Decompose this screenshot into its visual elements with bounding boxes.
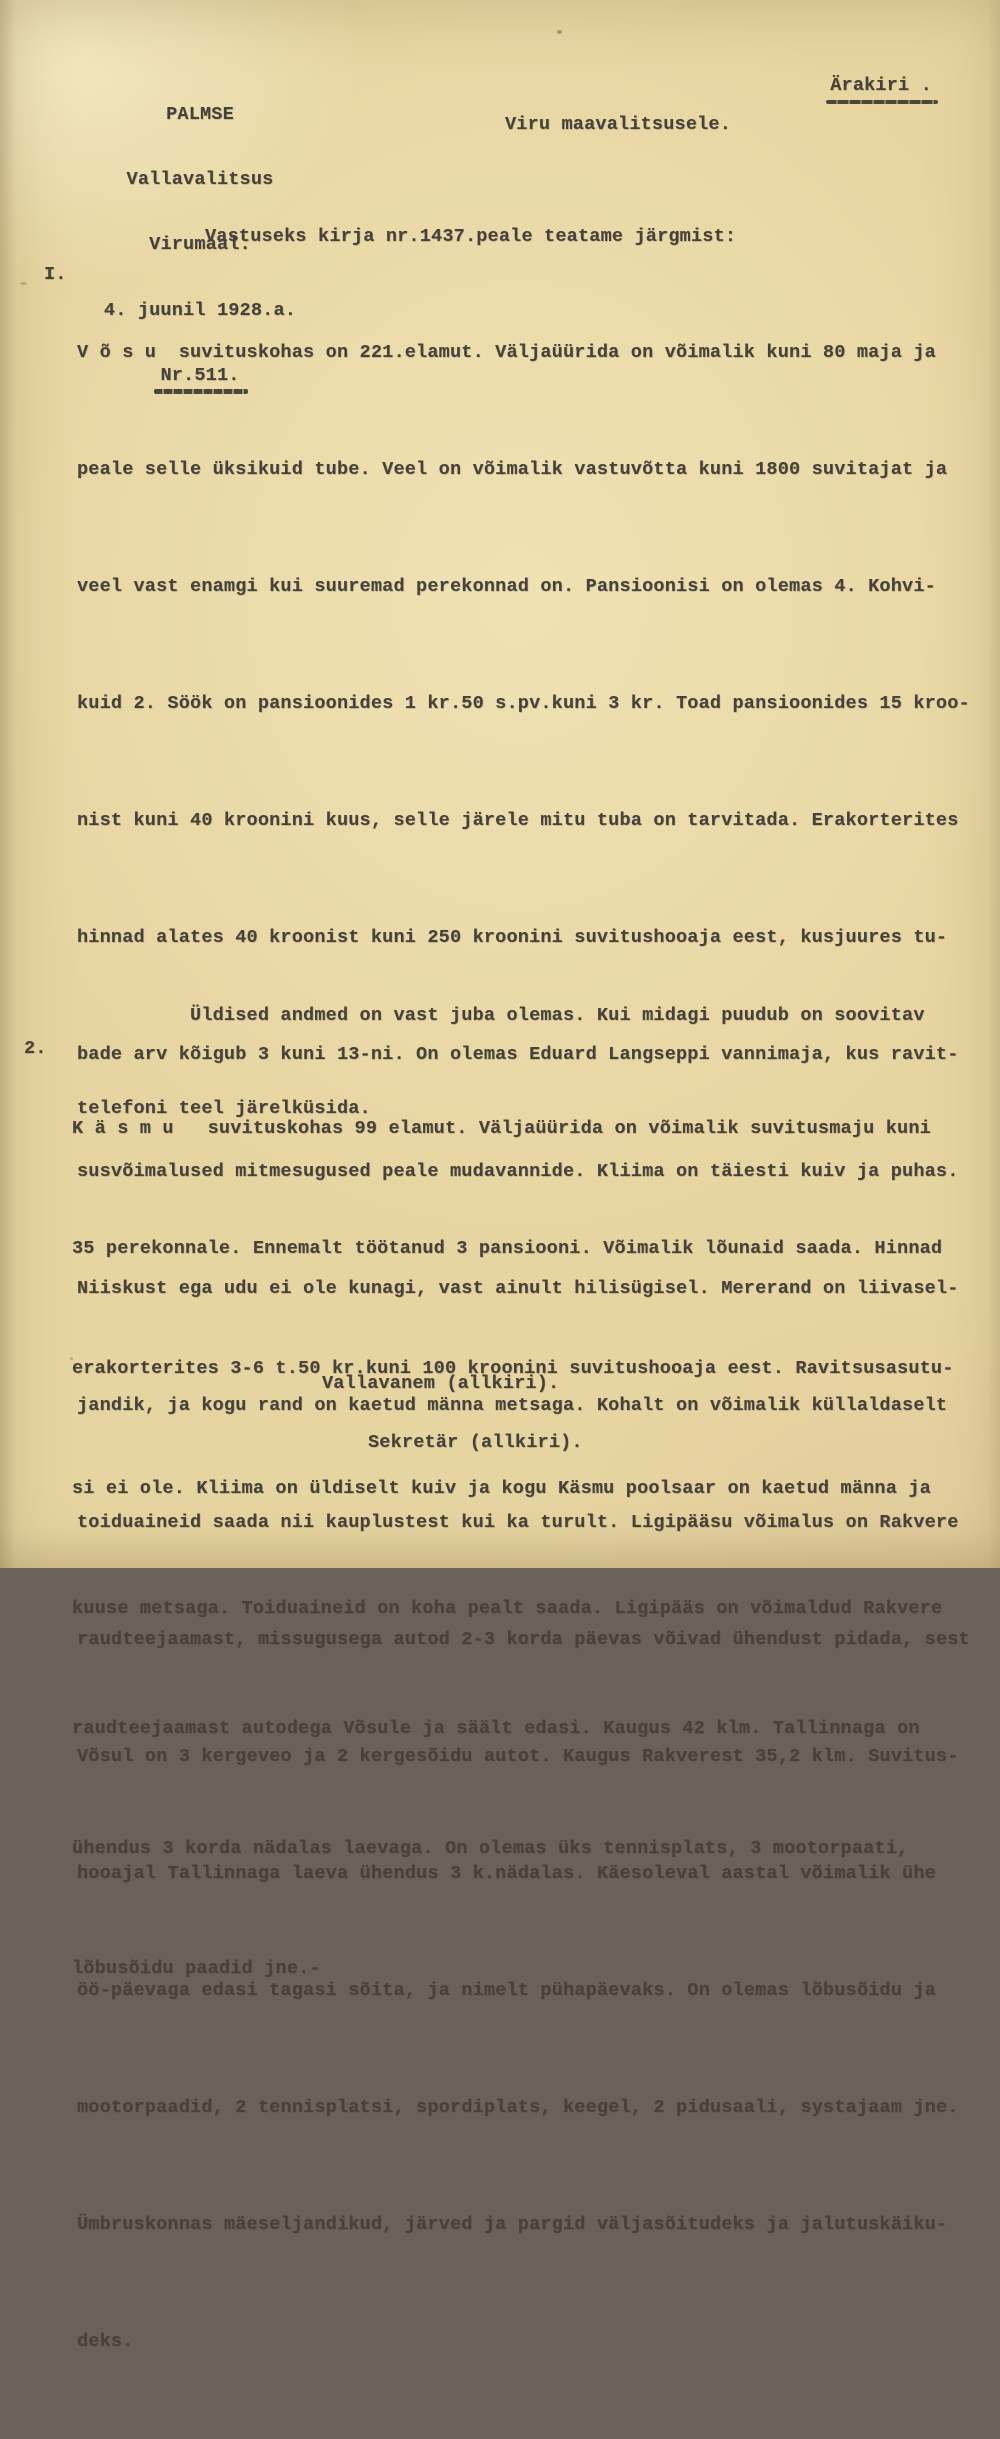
- document-line: erakorterites 3-6 t.50 kr.kuni 100 kroonini suvitushooaja eest. Ravitsusasutu-: [72, 1358, 954, 1379]
- document-line: toiduaineid saada nii kauplustest kui ka turult. Ligipääsu võimalus on Rakvere: [77, 1512, 959, 1533]
- document-line: Ümbruskonnas mäeseljandikud, järved ja pargid väljasõitudeks ja jalutuskäiku-: [77, 2214, 948, 2235]
- document-line: si ei ole. Kliima on üldiselt kuiv ja kogu Käsmu poolsaar on kaetud männa ja: [72, 1478, 931, 1499]
- document-line: susvõimalused mitmesugused peale mudavannide. Kliima on täiesti kuiv ja puhas.: [77, 1161, 959, 1182]
- document-line: 35 perekonnale. Ennemalt töötanud 3 pansiooni. Võimalik lõunaid saada. Hinnad: [72, 1238, 943, 1259]
- copy-label-text: Ärakiri .: [830, 75, 932, 96]
- document-line: lõbusõidu paadid jne.-: [72, 1958, 321, 1979]
- sender-county: Virumaal.: [149, 234, 251, 256]
- signature-mayor: Vallavanem (allkiri).: [322, 1373, 560, 1394]
- paper-speck: [20, 282, 27, 285]
- document-line: bade arv kõigub 3 kuni 13-ni. On olemas Eduard Langseppi vannimaja, kus ravit-: [77, 1044, 959, 1065]
- sender-org-type: Vallavalitsus: [126, 168, 274, 190]
- document-line: Niiskust ega udu ei ole kunagi, vast ainult hilisügisel. Mererand on liivasel-: [77, 1278, 959, 1299]
- document-line: hinnad alates 40 kroonist kuni 250 kroonini suvitushooaja eest, kusjuures tu-: [77, 927, 948, 948]
- document-line: deks.: [77, 2331, 134, 2352]
- document-line: hooajal Tallinnaga laeva ühendus 3 k.nädalas. Käesoleval aastal võimalik ühe: [77, 1863, 936, 1884]
- document-line: öö-päevaga edasi tagasi sõita, ja nimelt pühapäevaks. On olemas lõbusõidu ja: [77, 1980, 936, 2001]
- document-line: telefoni teel järelküsida.: [77, 1098, 371, 1119]
- document-line: mootorpaadid, 2 tennisplatsi, spordiplats, keegel, 2 pidusaali, systajaam jne.: [77, 2097, 959, 2118]
- document-line: nist kuni 40 kroonini kuus, selle järele mitu tuba on tarvitada. Erakorterites: [77, 810, 959, 831]
- signature-secretary: Sekretär (allkiri).: [368, 1432, 583, 1453]
- paper-speck: [557, 30, 562, 34]
- document-line: veel vast enamgi kui suuremad perekonnad on. Pansioonisi on olemas 4. Kohvi-: [77, 576, 936, 597]
- copy-label: [785, 50, 932, 122]
- item-2-marker: 2.: [24, 1038, 47, 1059]
- intro-line: Vastuseks kirja nr.1437.peale teatame järgmist:: [205, 226, 737, 247]
- document-line: raudteejaamast, missugusega autod 2-3 korda päevas võivad ühendust pidada, sest: [77, 1629, 970, 1650]
- document-line: V õ s u suvituskohas on 221.elamut. Väljaüürida on võimalik kuni 80 maja ja: [77, 342, 936, 363]
- document-line: Üldised andmed on vast juba olemas. Kui midagi puudub on soovitav: [77, 1005, 925, 1026]
- document-line: Võsul on 3 kergeveo ja 2 kergesõidu autot. Kaugus Rakverest 35,2 klm. Suvitus-: [77, 1746, 959, 1767]
- document-line: kuuse metsaga. Toiduaineid on koha pealt saada. Ligipääs on võimaldud Rakvere: [72, 1598, 943, 1619]
- item-2-paragraph: [72, 1029, 954, 2069]
- sender-ref-number: Nr.511.: [160, 365, 240, 387]
- document-line: raudteejaamast autodega Võsule ja säält edasi. Kaugus 42 klm. Tallinnaga on: [72, 1718, 920, 1739]
- document-line: kuid 2. Söök on pansioonides 1 kr.50 s.pv.kuni 3 kr. Toad pansioonides 15 kroo-: [77, 693, 970, 714]
- recipient-line: Viru maavalitsusele.: [505, 114, 732, 135]
- document-line: K ä s m u suvituskohas 99 elamut. Väljaüürida on võimalik suvitusmaju kuni: [72, 1118, 931, 1139]
- item-1-marker: I.: [44, 264, 67, 285]
- sender-date: 4. juunil 1928.a.: [103, 299, 297, 321]
- document-line: jandik, ja kogu rand on kaetud männa metsaga. Kohalt on võimalik küllaldaselt: [77, 1395, 948, 1416]
- document-line: ühendus 3 korda nädalas laevaga. On olemas üks tennisplats, 3 mootorpaati,: [72, 1838, 909, 1859]
- sender-org-name: PALMSE: [166, 103, 234, 125]
- document-line: peale selle üksikuid tube. Veel on võimalik vastuvõtta kuni 1800 suvitajat ja: [77, 459, 948, 480]
